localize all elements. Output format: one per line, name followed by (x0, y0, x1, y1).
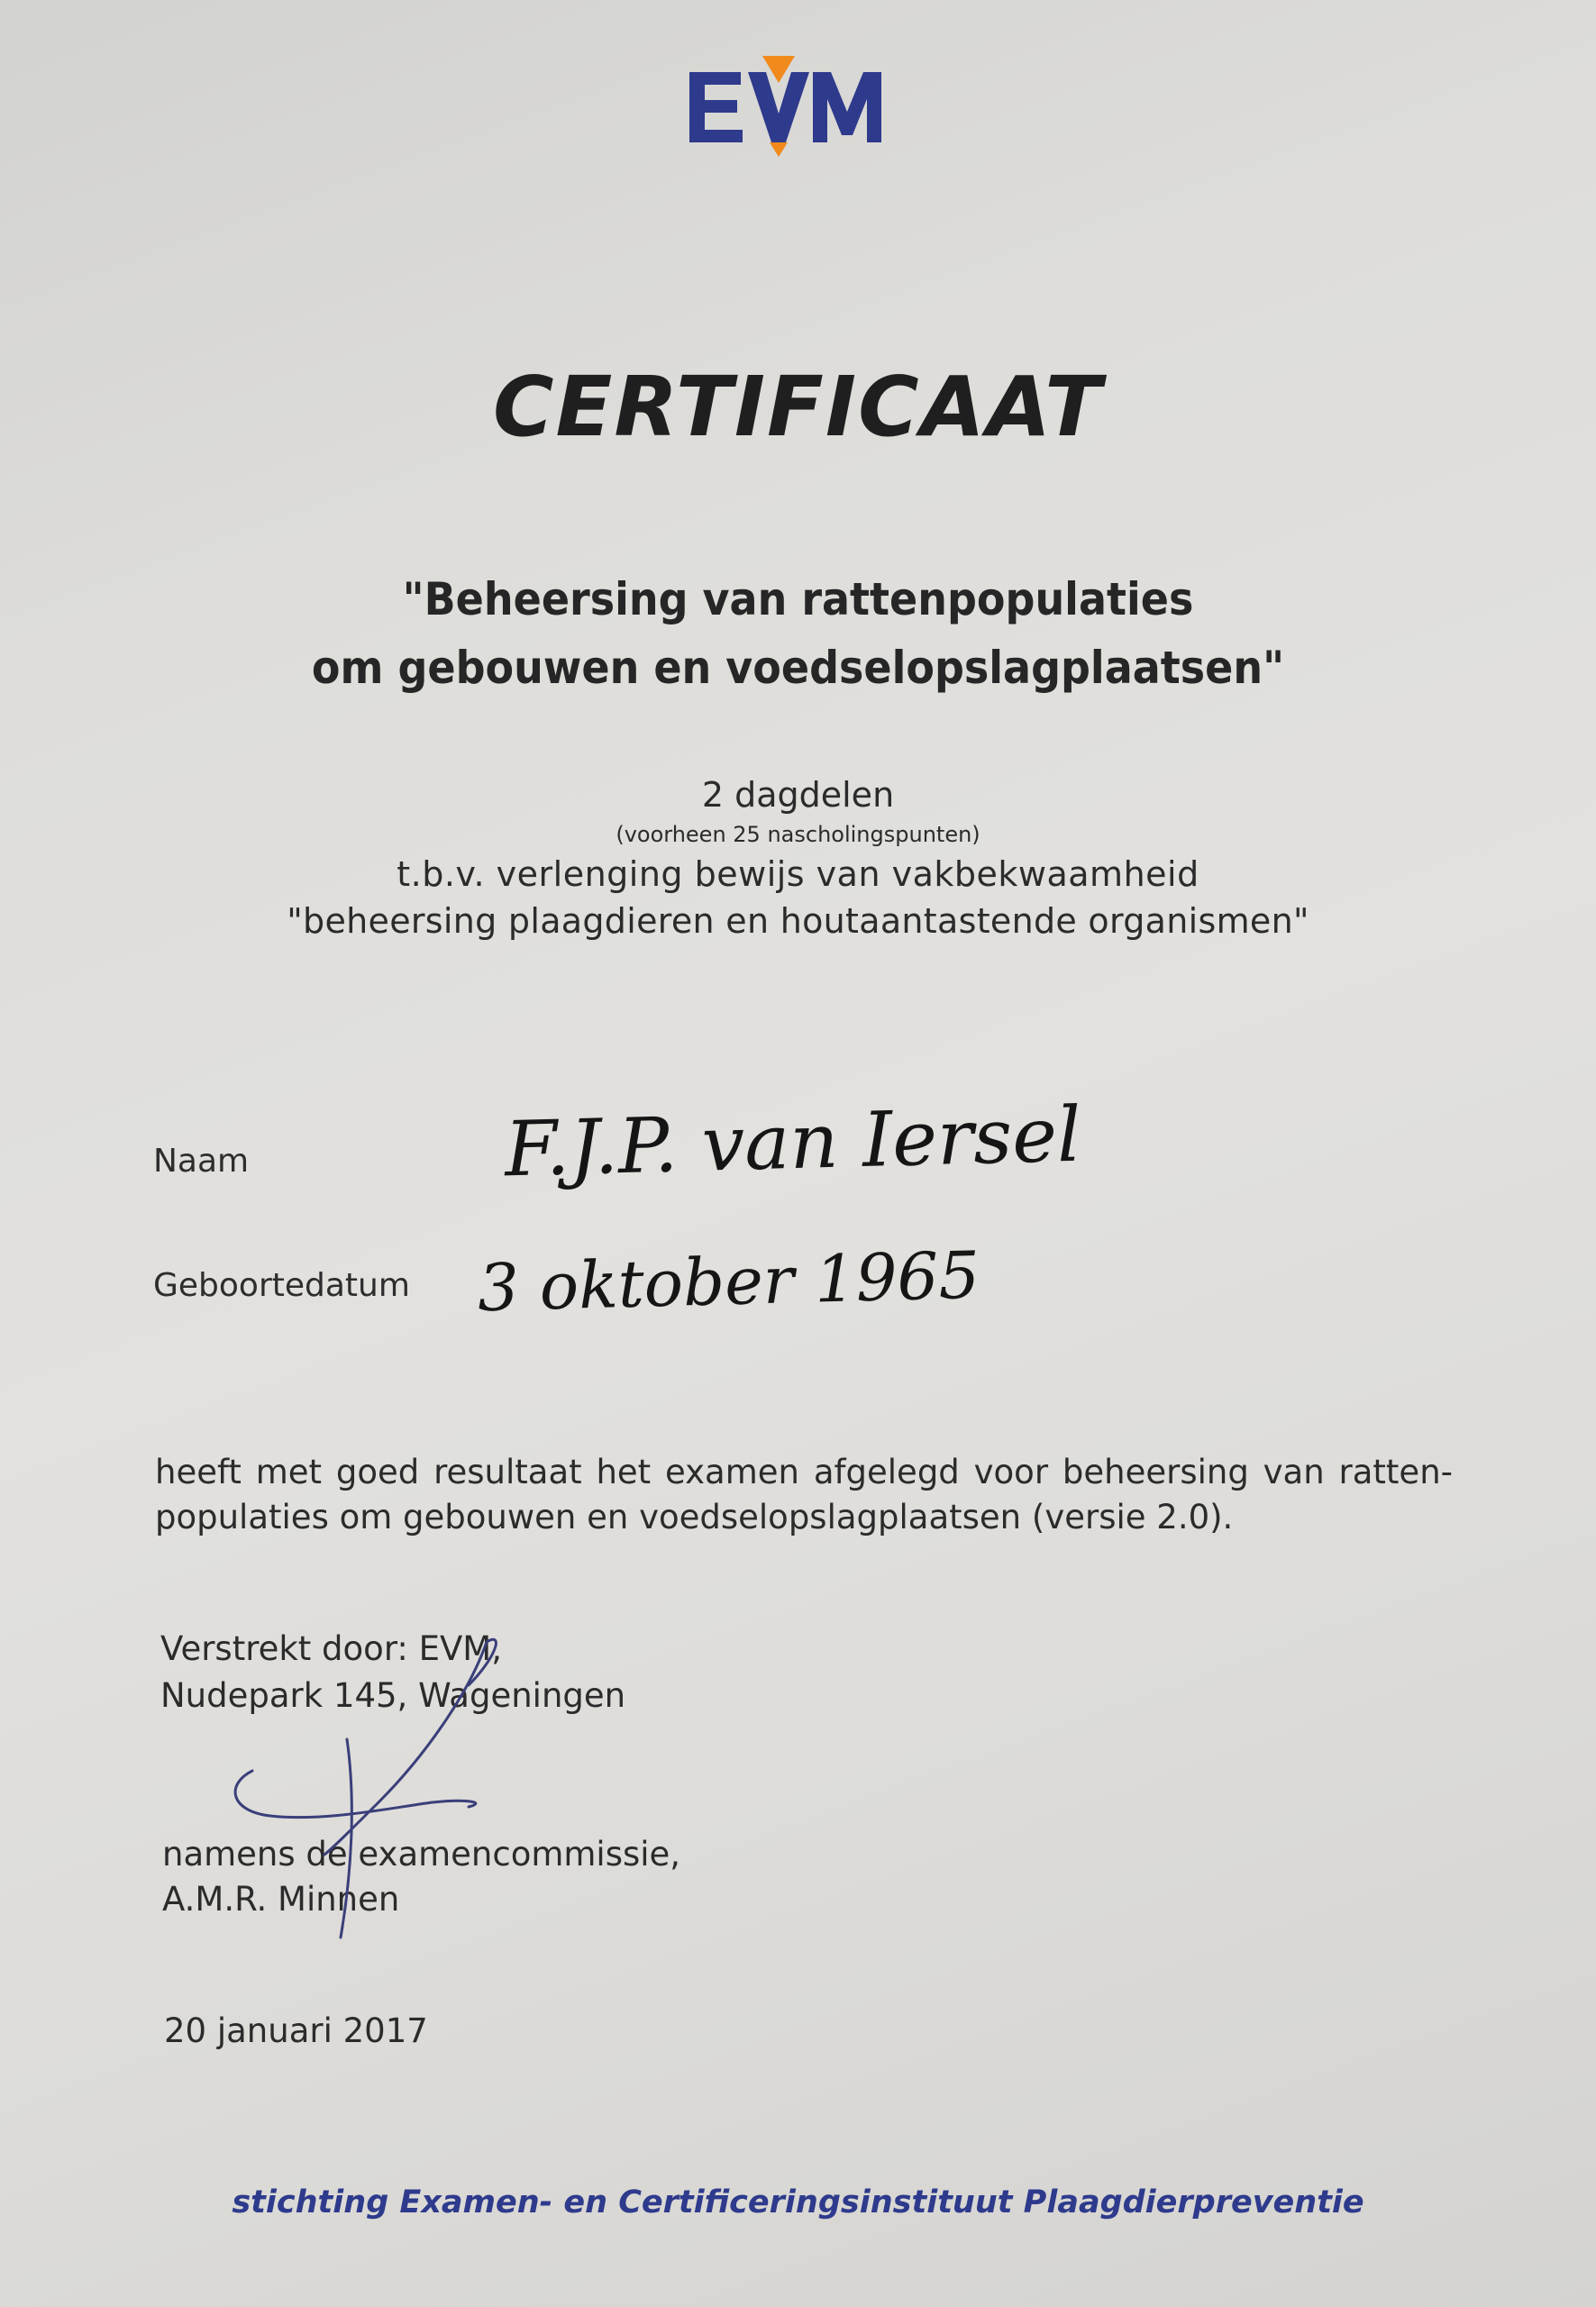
birthdate-value: 3 oktober 1965 (476, 1236, 981, 1327)
result-text-line-1: heeft met goed resultaat het examen afgelegd voor beheersing van ratten- (155, 1453, 1453, 1491)
course-title-line-1: "Beheersing van rattenpopulaties (402, 573, 1194, 625)
result-text-line-2: populaties om gebouwen en voedselopslagplaatsen (versie 2.0). (155, 1498, 1234, 1536)
issue-date: 20 januari 2017 (164, 2011, 428, 2050)
duration-text: 2 dagdelen (701, 775, 895, 815)
name-label: Naam (153, 1143, 250, 1180)
evm-logo-graphic (685, 52, 901, 159)
certificate-title: CERTIFICAAT (492, 359, 1103, 455)
course-title-line-2: om gebouwen en voedselopslagplaatsen" (311, 642, 1285, 694)
purpose-text: t.b.v. verlenging bewijs van vakbekwaamheid (397, 854, 1199, 894)
committee-line: namens de examencommissie, (162, 1835, 681, 1874)
footer-institute: stichting Examen- en Certificeringsinstituut Plaagdierpreventie (232, 2184, 1364, 2220)
committee-signatory: A.M.R. Minnen (162, 1880, 400, 1919)
birthdate-label: Geboortedatum (153, 1267, 410, 1304)
former-points-text: (voorheen 25 nascholingspunten) (616, 822, 980, 847)
qualification-text: "beheersing plaagdieren en houtaantastende organismen" (287, 901, 1309, 941)
issuer-address: Nudepark 145, Wageningen (160, 1676, 626, 1715)
issuer-line-1: Verstrekt door: EVM, (160, 1629, 502, 1668)
name-value: F.J.P. van Iersel (503, 1090, 1082, 1194)
evm-logo (685, 52, 901, 159)
